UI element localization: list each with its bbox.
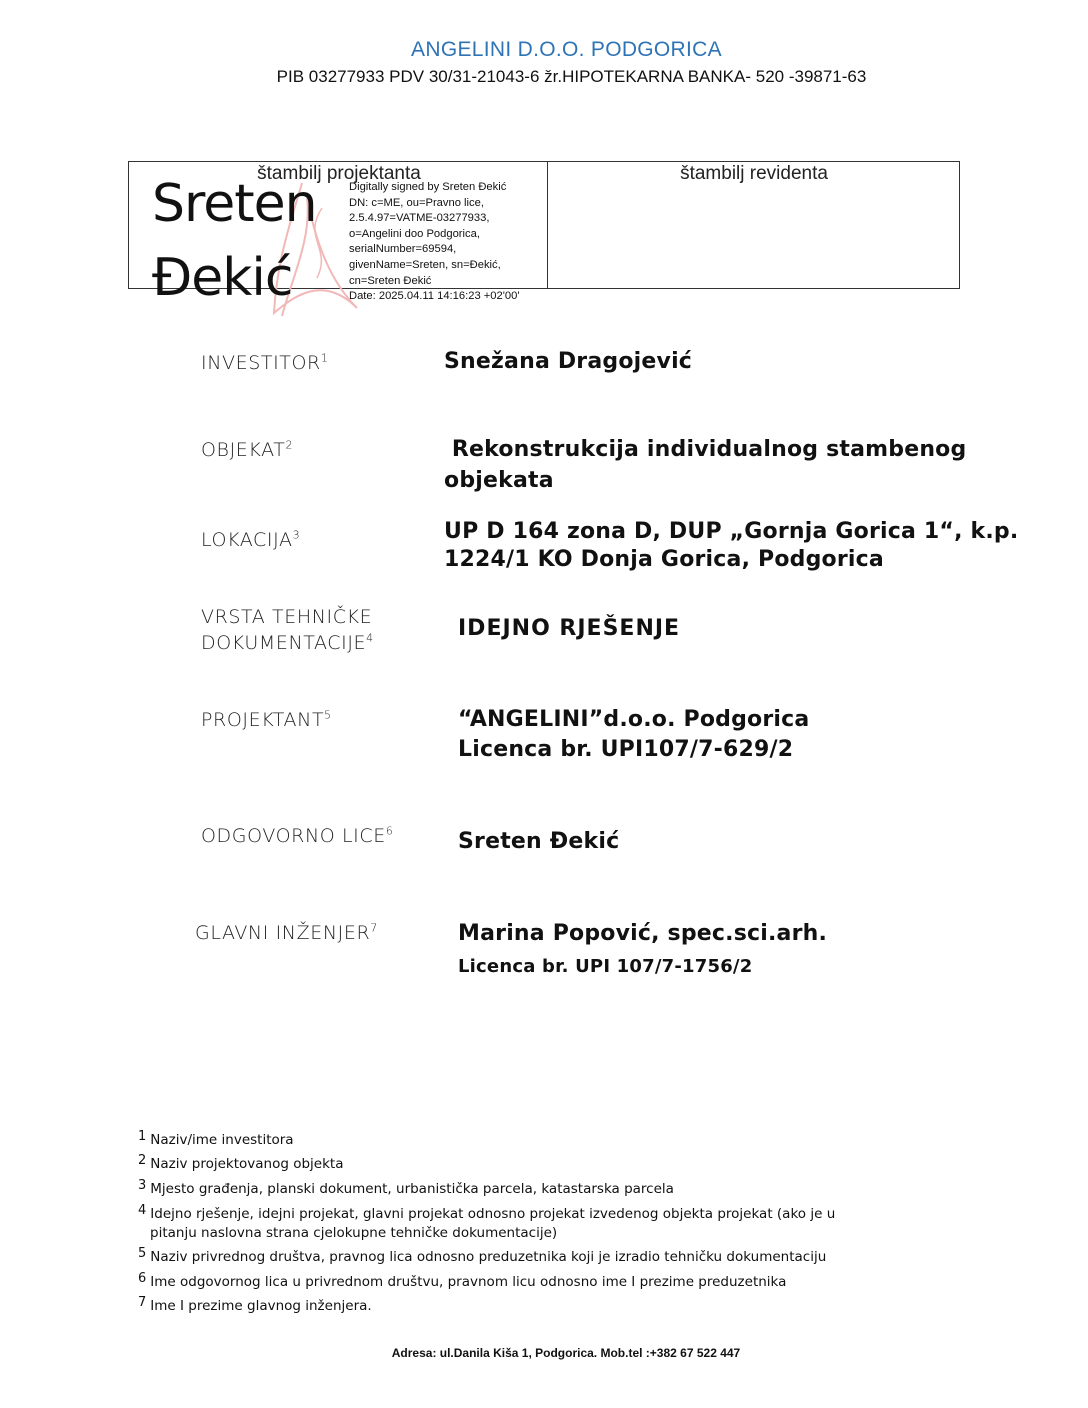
investor-label: INVESTITOR$^1$: [201, 351, 329, 374]
signature-details: [349, 180, 549, 305]
chief-engineer-label: GLAVNI INŽENJER$^7$: [195, 921, 378, 944]
footnote: $^4$ Idejno rješenje, idejni projekat, glavni projekat odnosno projekat izvedenog objekta projekat (ako je u: [138, 1203, 836, 1222]
signature-name-first: Sreten: [152, 174, 317, 234]
designer-label: PROJEKTANT$^5$: [201, 708, 332, 731]
footnote: $^1$ Naziv/ime investitora: [138, 1129, 294, 1148]
responsible-value: Sreten Đekić: [458, 829, 620, 854]
signature-detail-line: serialNumber=69594,: [349, 243, 457, 256]
footnote-continuation: pitanju naslovna strana cjelokupne tehničke dokumentacije): [150, 1225, 558, 1241]
designer-stamp-label: štambilj projektanta: [257, 163, 421, 184]
object-value-line-1: Rekonstrukcija individualnog stambenog: [444, 437, 967, 462]
footnote: $^6$ Ime odgovornog lica u privrednom društvu, pravnom licu odnosno ime I prezime preduzetnika: [138, 1271, 787, 1290]
object-label: OBJEKAT$^2$: [201, 438, 294, 461]
signature-detail-line: Digitally signed by Sreten Đekić: [349, 181, 507, 193]
chief-engineer-value-line-1: Marina Popović, spec.sci.arh.: [458, 921, 828, 946]
footer-address: Adresa: ul.Danila Kiša 1, Podgorica. Mob.tel :+382 67 522 447: [391, 1346, 741, 1360]
doc-type-value: IDEJNO RJEŠENJE: [458, 616, 681, 641]
investor-value: Snežana Dragojević: [444, 349, 693, 374]
signature-detail-line: o=Angelini doo Podgorica,: [349, 227, 480, 240]
footnote: $^7$ Ime I prezime glavnog inženjera.: [138, 1295, 372, 1314]
signature-detail-line: cn=Sreten Đekić: [349, 274, 432, 287]
designer-value-line-1: “ANGELINI”d.o.o. Podgorica: [458, 707, 810, 732]
signature-name-last: Đekić: [152, 248, 293, 308]
designer-value-line-2: Licenca br. UPI107/7-629/2: [458, 737, 794, 762]
chief-engineer-value-line-2: Licenca br. UPI 107/7-1756/2: [458, 956, 753, 977]
doc-type-label-line-1: VRSTA TEHNIČKE: [201, 606, 373, 628]
location-value-line-2: 1224/1 KO Donja Gorica, Podgorica: [444, 547, 884, 572]
company-registration-info: PIB 03277933 PDV 30/31-21043-6 žr.HIPOTEKARNA BANKA- 520 -39871-63: [276, 67, 867, 86]
location-label: LOKACIJA$^3$: [201, 528, 301, 551]
object-value-line-2: objekata: [444, 468, 554, 493]
signature-detail-line: Date: 2025.04.11 14:16:23 +02'00': [349, 290, 520, 303]
responsible-label: ODGOVORNO LICE$^6$: [201, 824, 394, 847]
footnote: $^5$ Naziv privrednog društva, pravnog lica odnosno preduzetnika koji je izradio tehničku dokumentaciju: [138, 1246, 827, 1265]
location-value-line-1: UP D 164 zona D, DUP „Gornja Gorica 1“, k.p.: [444, 519, 1019, 544]
reviewer-stamp-label: štambilj revidenta: [680, 163, 828, 184]
company-name: ANGELINI D.O.O. PODGORICA: [411, 38, 722, 61]
signature-detail-line: DN: c=ME, ou=Pravno lice,: [349, 196, 484, 209]
footnote: $^2$ Naziv projektovanog objekta: [138, 1153, 344, 1172]
signature-detail-line: givenName=Sreten, sn=Đekić,: [349, 258, 501, 271]
doc-type-label-line-2: DOKUMENTACIJE$^4$: [201, 631, 374, 654]
signature-detail-line: 2.5.4.97=VATME-03277933,: [349, 212, 490, 225]
footnote: $^3$ Mjesto građenja, planski dokument, urbanistička parcela, katastarska parcela: [138, 1178, 674, 1197]
